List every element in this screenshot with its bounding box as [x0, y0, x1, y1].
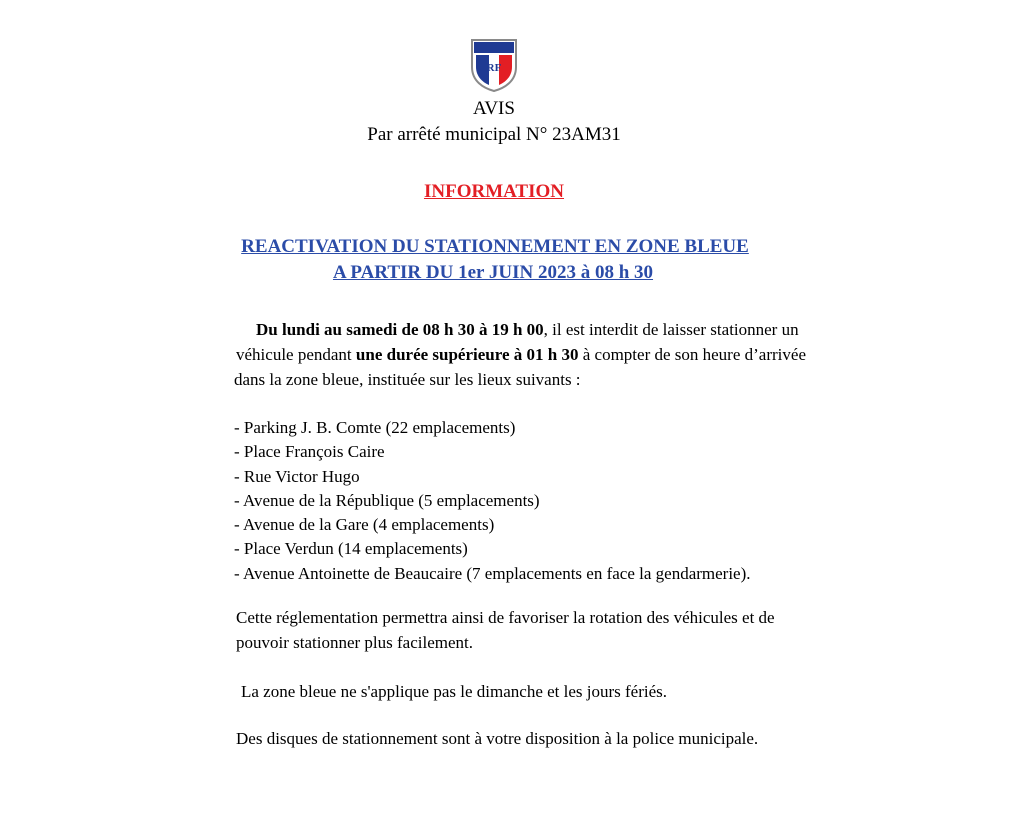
intro-line-2: [236, 344, 806, 366]
intro-text-2b: à compter de son heure d’arrivée: [578, 345, 806, 364]
intro-duration: une durée supérieure à 01 h 30: [355, 345, 579, 364]
intro-line-1: [256, 319, 799, 341]
list-item: - Avenue Antoinette de Beaucaire (7 emplacements en face la gendarmerie).: [234, 563, 751, 583]
intro-text-1: , il est interdit de laisser stationner un: [543, 320, 799, 339]
list-item: - Parking J. B. Comte (22 emplacements): [234, 418, 516, 437]
rotation-paragraph-line-1: Cette réglementation permettra ainsi de favoriser la rotation des véhicules et de: [236, 608, 775, 627]
decree-reference: Par arrêté municipal N° 23AM31: [367, 124, 621, 145]
list-item: - Place Verdun (14 emplacements): [234, 539, 468, 559]
list-item: - Avenue de la Gare (4 emplacements): [234, 515, 495, 535]
parking-disc-paragraph: Des disques de stationnement sont à votre disposition à la police municipale.: [236, 729, 759, 748]
information-heading: INFORMATION: [423, 181, 565, 202]
rotation-paragraph-line-2: pouvoir stationner plus facilement.: [236, 633, 473, 652]
list-item: - Rue Victor Hugo: [234, 466, 360, 486]
title-line-1: REACTIVATION DU STATIONNEMENT EN ZONE BLEUE: [241, 236, 749, 257]
notice-heading: AVIS: [473, 98, 515, 119]
police-municipale-badge-icon: [469, 37, 519, 93]
list-item: - Place François Caire: [234, 442, 385, 462]
logo-monogram: RF: [486, 62, 502, 74]
exemption-paragraph: La zone bleue ne s'applique pas le dimanche et les jours fériés.: [241, 682, 668, 701]
intro-line-3: dans la zone bleue, instituée sur les lieux suivants :: [234, 370, 581, 389]
intro-text-2a: véhicule pendant: [236, 345, 356, 364]
locations-list: [234, 416, 751, 586]
list-item: - Avenue de la République (5 emplacements): [234, 490, 540, 510]
title-line-2: A PARTIR DU 1er JUIN 2023 à 08 h 30: [332, 262, 654, 283]
intro-schedule: Du lundi au samedi de 08 h 30 à 19 h 00: [256, 320, 544, 339]
